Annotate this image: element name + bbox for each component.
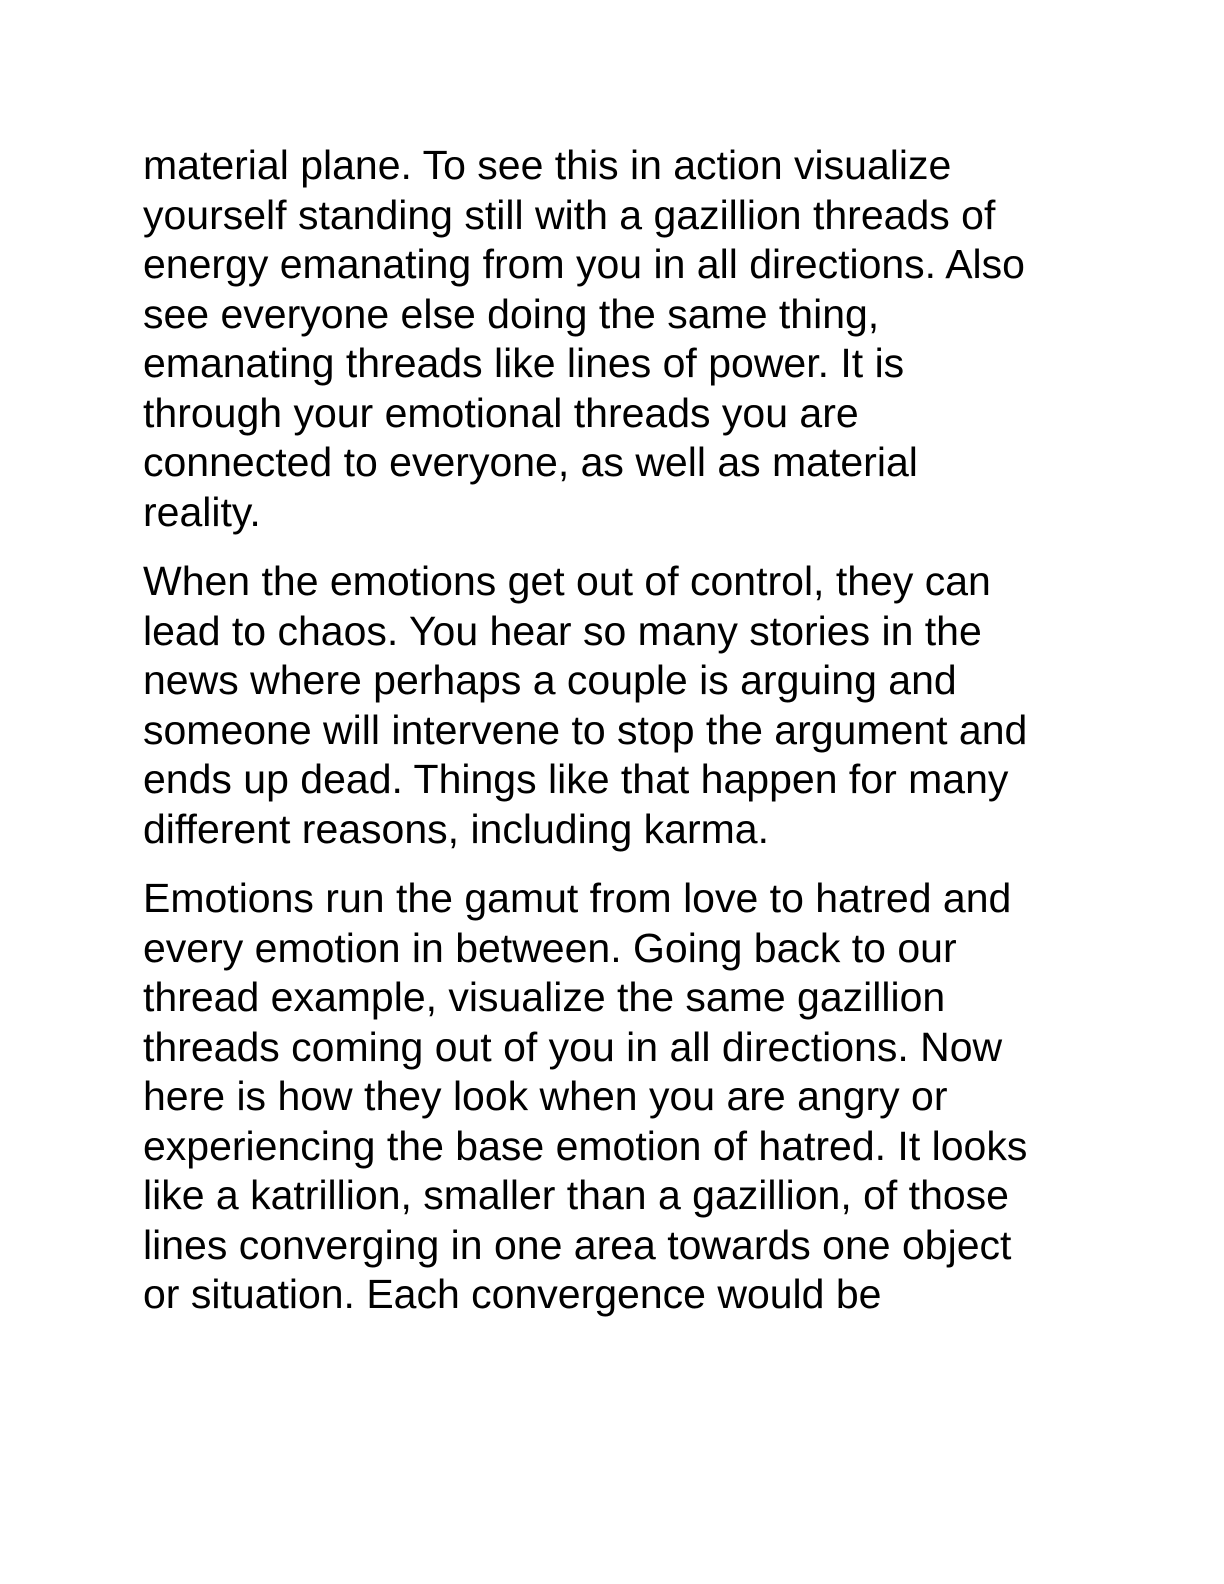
paragraph-1 bbox=[143, 141, 1103, 537]
text-line: through your emotional threads you are bbox=[143, 389, 859, 436]
text-line: Emotions run the gamut from love to hatred and bbox=[143, 875, 1012, 921]
text-line: lines converging in one area towards one object bbox=[143, 1221, 1012, 1268]
text-line: here is how they look when you are angry or bbox=[143, 1073, 948, 1119]
body-text bbox=[143, 141, 1103, 1340]
paragraph-3 bbox=[143, 874, 1103, 1320]
text-line: or situation. Each convergence would be bbox=[143, 1271, 882, 1317]
text-line: news where perhaps a couple is arguing and bbox=[143, 657, 957, 703]
text-line: like a katrillion, smaller than a gazillion, of those bbox=[143, 1172, 1009, 1218]
text-line: threads coming out of you in all directions. Now bbox=[143, 1023, 1003, 1070]
text-line: lead to chaos. You hear so many stories in the bbox=[143, 607, 982, 654]
text-line: reality. bbox=[143, 488, 261, 535]
text-line: see everyone else doing the same thing, bbox=[143, 290, 880, 337]
text-line: material plane. To see this in action visualize bbox=[143, 142, 952, 188]
text-line: When the emotions get out of control, they can bbox=[143, 558, 991, 604]
text-line: emanating threads like lines of power. It is bbox=[143, 340, 905, 386]
text-line: different reasons, including karma. bbox=[143, 805, 769, 852]
text-line: every emotion in between. Going back to our bbox=[143, 924, 957, 971]
text-line: someone will intervene to stop the argument and bbox=[143, 706, 1028, 753]
text-line: connected to everyone, as well as material bbox=[143, 439, 918, 485]
text-line: experiencing the base emotion of hatred. It looks bbox=[143, 1122, 1028, 1169]
paragraph-2 bbox=[143, 557, 1103, 854]
text-line: ends up dead. Things like that happen for many bbox=[143, 756, 1009, 802]
text-line: energy emanating from you in all directions. Also bbox=[143, 241, 1025, 287]
text-line: thread example, visualize the same gazillion bbox=[143, 974, 946, 1020]
text-line: yourself standing still with a gazillion threads of bbox=[143, 191, 996, 238]
